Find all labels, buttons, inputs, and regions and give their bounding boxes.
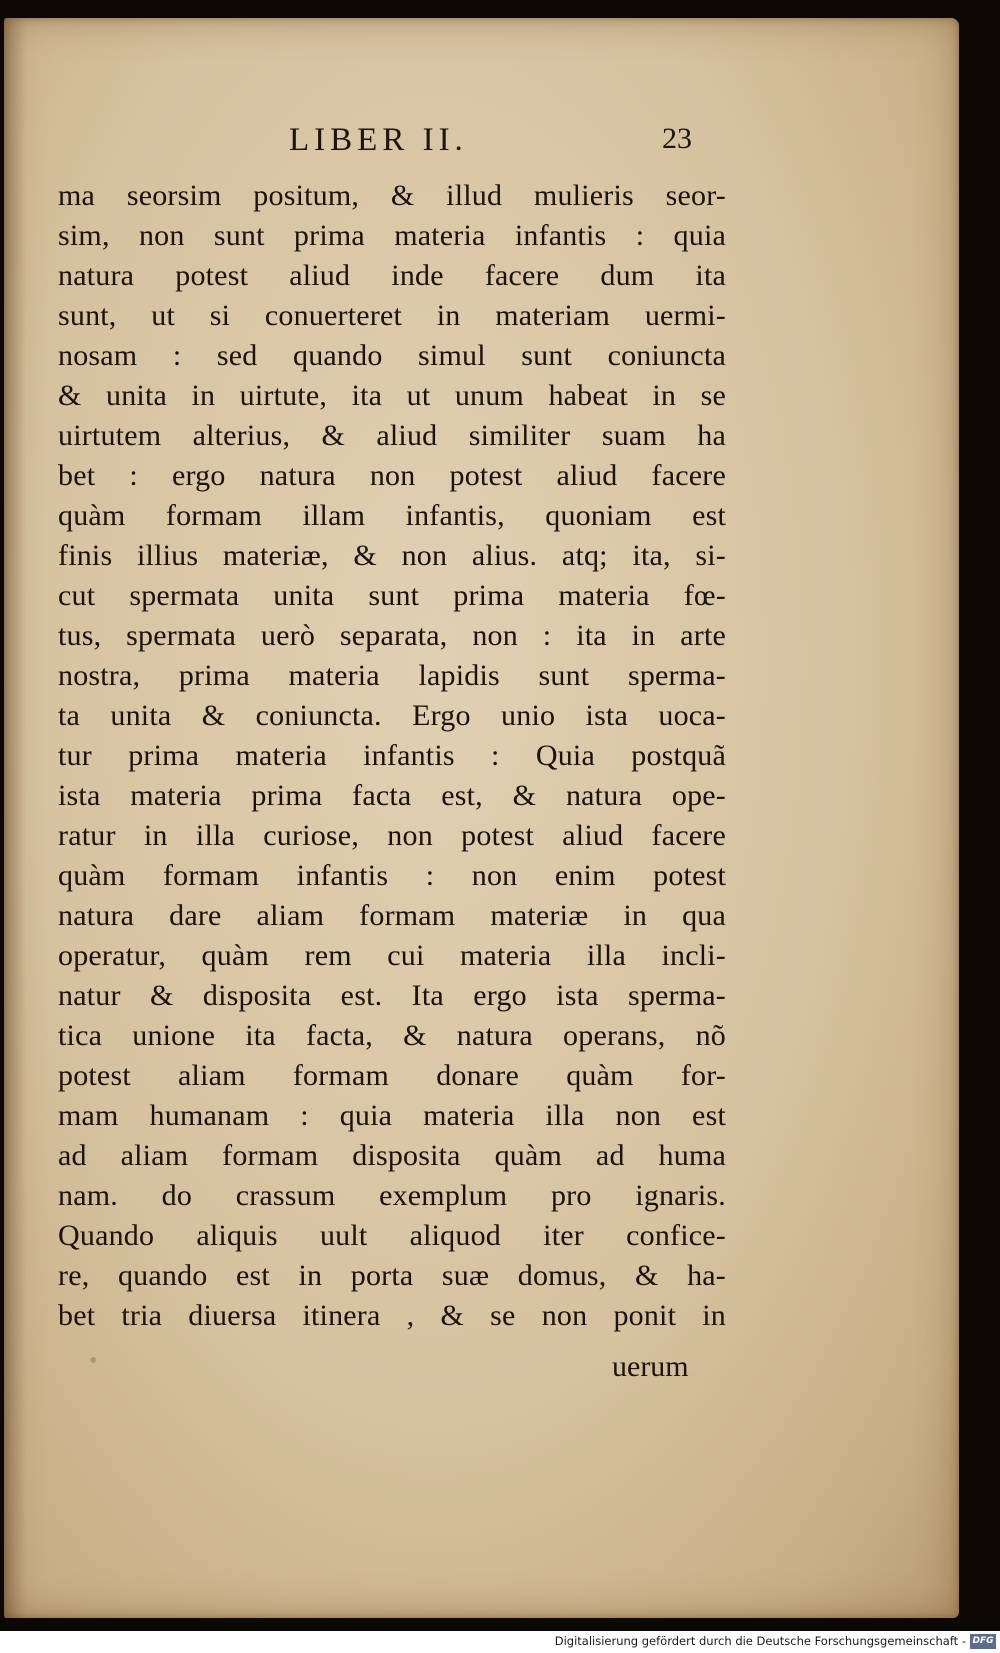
page-gutter-shadow: [4, 18, 26, 1618]
text-line: uirtutem alterius, & aliud similiter suam ha: [58, 419, 726, 452]
dfg-logo-icon: DFG: [970, 1634, 996, 1649]
text-line: ta unita & coniuncta. Ergo unio ista uoca-: [58, 699, 726, 732]
funding-credit: Digitalisierung gefördert durch die Deutsche Forschungsgemeinschaft -: [554, 1634, 966, 1648]
text-line: ad aliam formam disposita quàm ad huma: [58, 1139, 726, 1172]
text-line: tus, spermata uerò separata, non : ita in arte: [58, 619, 726, 652]
text-line: re, quando est in porta suæ domus, & ha-: [58, 1259, 726, 1292]
page-number: 23: [662, 122, 692, 155]
text-line: sim, non sunt prima materia infantis : quia: [58, 219, 726, 252]
text-line: potest aliam formam donare quàm for-: [58, 1059, 726, 1092]
book-page: [4, 18, 959, 1618]
running-head: LIBER II.: [289, 122, 468, 158]
text-line: quàm formam illam infantis, quoniam est: [58, 499, 726, 532]
digitization-footer: [0, 1631, 1000, 1653]
body-text: [58, 176, 726, 1336]
text-line: natura dare aliam formam materiæ in qua: [58, 899, 726, 932]
text-line: nam. do crassum exemplum pro ignaris.: [58, 1179, 726, 1212]
text-line: mam humanam : quia materia illa non est: [58, 1099, 726, 1132]
text-line: finis illius materiæ, & non alius. atq; ita, si-: [58, 539, 726, 572]
text-line: quàm formam infantis : non enim potest: [58, 859, 726, 892]
text-line: ista materia prima facta est, & natura ope-: [58, 779, 726, 812]
text-line: tur prima materia infantis : Quia postquã: [58, 739, 726, 772]
text-line: nosam : sed quando simul sunt coniuncta: [58, 339, 726, 372]
text-line: cut spermata unita sunt prima materia fœ-: [58, 579, 726, 612]
text-line: nostra, prima materia lapidis sunt sperma-: [58, 659, 726, 692]
text-line: natura potest aliud inde facere dum ita: [58, 259, 726, 292]
text-line: bet tria diuersa itinera , & se non ponit in: [58, 1299, 726, 1332]
page-header: [4, 122, 959, 162]
text-line: sunt, ut si conuerteret in materiam uermi-: [58, 299, 726, 332]
text-line: tica unione ita facta, & natura operans, nõ: [58, 1019, 726, 1052]
text-line: & unita in uirtute, ita ut unum habeat in se: [58, 379, 726, 412]
catchword: uerum: [612, 1350, 689, 1383]
text-line: Quando aliquis uult aliquod iter confice-: [58, 1219, 726, 1252]
text-line: operatur, quàm rem cui materia illa incli-: [58, 939, 726, 972]
text-line: ma seorsim positum, & illud mulieris seor-: [58, 179, 726, 212]
text-line: ratur in illa curiose, non potest aliud facere: [58, 819, 726, 852]
text-line: bet : ergo natura non potest aliud facere: [58, 459, 726, 492]
show-through-mark: •: [89, 1348, 98, 1374]
text-line: natur & disposita est. Ita ergo ista sperma-: [58, 979, 726, 1012]
